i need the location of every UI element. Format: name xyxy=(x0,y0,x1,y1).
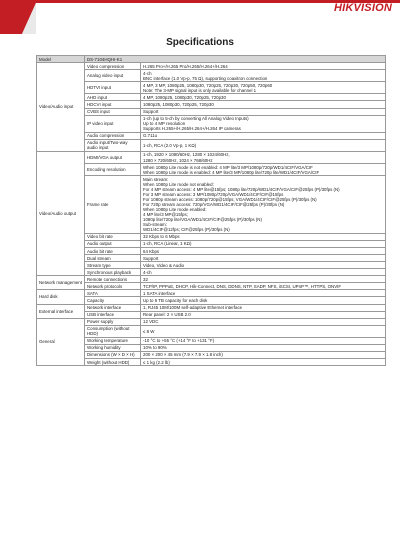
spec-table-body xyxy=(37,56,386,366)
spec-label: Remote connections xyxy=(85,276,141,283)
spec-value-line: 1-ch, RCA (Linear, 1 KΩ) xyxy=(143,241,192,247)
spec-value-line: Sub-stream: xyxy=(143,222,167,228)
spec-row xyxy=(37,63,386,70)
section-category: Video/Audio input xyxy=(37,63,85,152)
spec-value xyxy=(141,176,386,234)
spec-value xyxy=(141,108,386,115)
spec-label: AHD input xyxy=(85,94,141,101)
spec-value-line: When 1080p Lite mode enabled: xyxy=(143,207,207,213)
spec-label: HDTVI input xyxy=(85,82,141,94)
spec-value-line: For 3 MP stream access: 3 MP/1080p/720p/VGA/WD1/4CIF/CIF@15fps xyxy=(143,191,284,197)
spec-value-line: 1280 × 720/60Hz, 1024 × 768/60Hz xyxy=(143,157,213,163)
spec-value-line: TCP/IP, PPPoE, DHCP, Hik-Connect, DNS, DDNS, NTP, SADP, NFS, iSCSI, UPnP™, HTTPS, ONVIF xyxy=(143,283,342,289)
spec-row xyxy=(37,240,386,247)
spec-value-line: 1-ch, RCA (2.0 Vp-p, 1 KΩ) xyxy=(143,142,197,148)
spec-value-line: Supports H.265+/H.265/H.264+/H.264 IP cameras xyxy=(143,126,241,132)
spec-value xyxy=(141,82,386,94)
spec-value-line: Support xyxy=(143,109,159,114)
section-category: Hard disk xyxy=(37,290,85,304)
spec-value-line: 200 × 200 × 45 mm (7.9 × 7.9 × 1.8 inch) xyxy=(143,352,223,358)
spec-row xyxy=(37,311,386,318)
spec-value xyxy=(141,132,386,139)
spec-label: HDMI/VGA output xyxy=(85,151,141,163)
spec-label: Analog video input xyxy=(85,70,141,82)
section-category: External interface xyxy=(37,304,85,318)
spec-label: Stream type xyxy=(85,262,141,269)
spec-row xyxy=(37,70,386,82)
spec-value xyxy=(141,240,386,247)
spec-row xyxy=(37,233,386,240)
spec-value xyxy=(141,94,386,101)
section-category: Network management xyxy=(37,276,85,290)
spec-value-line: 4-ch xyxy=(143,269,152,275)
spec-value xyxy=(141,70,386,82)
spec-value xyxy=(141,311,386,318)
spec-label: Encoding resolution xyxy=(85,164,141,176)
spec-row xyxy=(37,269,386,276)
spec-row xyxy=(37,139,386,151)
spec-value xyxy=(141,344,386,351)
spec-value-line: 1-ch, 1920 × 1080/60Hz, 1280 × 1024/60Hz, xyxy=(143,152,230,158)
spec-label: Audio compression xyxy=(85,132,141,139)
spec-value-line: ≤ 8 W xyxy=(143,328,155,334)
spec-label: Power supply xyxy=(85,318,141,325)
spec-row xyxy=(37,351,386,358)
spec-value xyxy=(141,297,386,304)
spec-label: Synchronous playback xyxy=(85,269,141,276)
spec-row xyxy=(37,290,386,297)
spec-row xyxy=(37,115,386,132)
spec-row xyxy=(37,101,386,108)
spec-row xyxy=(37,248,386,255)
spec-value xyxy=(141,233,386,240)
spec-row xyxy=(37,94,386,101)
spec-row xyxy=(37,276,386,283)
spec-value-line: G.711u xyxy=(143,133,158,139)
spec-value-line: Support xyxy=(143,255,159,261)
model-label: Model xyxy=(37,56,85,63)
spec-row xyxy=(37,82,386,94)
spec-value-line: BNC interface (1.0 Vp-p, 75 Ω), supporting coaxitron connection xyxy=(143,75,268,81)
spec-label: Network protocols xyxy=(85,283,141,290)
section-category: General xyxy=(37,318,85,365)
spec-value xyxy=(141,290,386,297)
spec-value-line: When 1080p Lite mode is not enabled: 4 MP lite/3 MP/1080p/720p/WD1/4CIF/VGA/CIF xyxy=(143,164,313,170)
spec-value xyxy=(141,325,386,337)
spec-value xyxy=(141,318,386,325)
spec-value-line: 4-ch xyxy=(143,70,152,76)
spec-value-line: 64 Kbps xyxy=(143,248,160,254)
spec-label: CVBS input xyxy=(85,108,141,115)
spec-value xyxy=(141,262,386,269)
page-title: Specifications xyxy=(166,37,234,48)
spec-value-line: 1-ch (up to 5-ch by converting All Analog Video Inputs) xyxy=(143,116,249,122)
spec-value-line: 10% to 90% xyxy=(143,345,167,351)
spec-row xyxy=(37,359,386,366)
spec-row xyxy=(37,304,386,311)
spec-row xyxy=(37,176,386,234)
spec-row xyxy=(37,255,386,262)
spec-value xyxy=(141,351,386,358)
spec-label: IP video input xyxy=(85,115,141,132)
spec-row xyxy=(37,297,386,304)
spec-value-line: 1080p lite/720p lite/VGA/WD1/4CIF/CIF@25fps (P)/30fps (N) xyxy=(143,217,262,223)
spec-value-line: For 720p stream access: 720p/VGA/WD1/4CIF/CIF@25fps (P)/30fps (N) xyxy=(143,202,285,207)
spec-value-line: 4 MP, 1080p25, 1080p30, 720p25, 720p30 xyxy=(143,94,226,100)
spec-value-line: When 1080p Lite mode is enabled: 4 MP lite/3 MP/1080p lite/720p lite/WD1/4CIF/VGA/CIF xyxy=(143,169,320,175)
spec-value xyxy=(141,269,386,276)
spec-row xyxy=(37,337,386,344)
spec-value-line: Up to 4 MP resolution xyxy=(143,121,186,127)
spec-label: Audio output xyxy=(85,240,141,247)
spec-value-line: 12 VDC xyxy=(143,319,159,325)
spec-label: Audio input/Two-way audio input xyxy=(85,139,141,151)
spec-label: Video bit rate xyxy=(85,233,141,240)
spec-table xyxy=(36,55,386,366)
spec-value xyxy=(141,139,386,151)
spec-label: USB interface xyxy=(85,311,141,318)
spec-value-line: 1, RJ45 10M/100M self-adaptive Ethernet interface xyxy=(143,305,243,310)
spec-value-line: 32 xyxy=(143,276,148,282)
spec-value xyxy=(141,63,386,70)
spec-value xyxy=(141,283,386,290)
spec-label: Dual stream xyxy=(85,255,141,262)
spec-label: Network interface xyxy=(85,304,141,311)
spec-value-line: Video, Video & Audio xyxy=(143,262,185,268)
spec-value-line: 4 MP, 3 MP, 1080p25, 1080p30, 720p25, 720p30, 720p50, 720p60 xyxy=(143,82,273,88)
spec-label: Capacity xyxy=(85,297,141,304)
spec-value-line: 32 Kbps to 6 Mbps xyxy=(143,234,180,240)
spec-value-line: 1 SATA interface xyxy=(143,290,176,296)
spec-value xyxy=(141,255,386,262)
spec-row xyxy=(37,344,386,351)
spec-label: Working temperature xyxy=(85,337,141,344)
model-value: DS-7104HQHI-K1 xyxy=(85,56,386,63)
spec-label: Frame rate xyxy=(85,176,141,234)
spec-row xyxy=(37,151,386,163)
spec-value-line: ≤ 1 kg (2.2 lb) xyxy=(143,359,170,365)
spec-label: Video compression xyxy=(85,63,141,70)
spec-value-line: 4 MP lite/3 MP@15fps; xyxy=(143,212,188,218)
spec-row xyxy=(37,262,386,269)
spec-value xyxy=(141,248,386,255)
spec-value xyxy=(141,304,386,311)
spec-value-line: 1080p25, 1080p30, 720p25, 720p30 xyxy=(143,101,214,107)
spec-label: Working humidity xyxy=(85,344,141,351)
spec-row xyxy=(37,164,386,176)
spec-row xyxy=(37,132,386,139)
spec-value-line: Rear panel: 2 × USB 2.0 xyxy=(143,312,191,318)
spec-label: HDCVI input xyxy=(85,101,141,108)
section-category: Video/Audio output xyxy=(37,151,85,275)
spec-value xyxy=(141,101,386,108)
spec-value-line: -10 °C to +55 °C (+14 °F to +131 °F) xyxy=(143,338,215,344)
spec-value xyxy=(141,337,386,344)
spec-row xyxy=(37,283,386,290)
spec-row xyxy=(37,318,386,325)
spec-value-line: For 4 MP stream access: 4 MP lite@15fps; 1080p lite/720p/WD1/4CIF/VGA/CIF@25fps (P)/30fps (N) xyxy=(143,186,340,192)
spec-label: Dimensions (W × D × H) xyxy=(85,351,141,358)
spec-value-line: WD1/4CIF@12fps; CIF@25fps (P)/30fps (N) xyxy=(143,227,230,233)
model-row xyxy=(37,56,386,63)
spec-label: SATA xyxy=(85,290,141,297)
spec-value xyxy=(141,276,386,283)
spec-label: Consumption (without HDD) xyxy=(85,325,141,337)
spec-row xyxy=(37,325,386,337)
spec-value-line: When 1080p Lite mode not enabled: xyxy=(143,181,214,187)
spec-value-line: Note: The 3-MP signal input is only available for channel 1 xyxy=(143,87,257,93)
spec-value-line: Main stream: xyxy=(143,176,169,182)
spec-value-line: Up to 6 TB capacity for each disk xyxy=(143,297,208,303)
spec-value xyxy=(141,164,386,176)
hikvision-logo: HIKVISION xyxy=(333,2,392,14)
spec-label: Audio bit rate xyxy=(85,248,141,255)
spec-label: Weight (without HDD) xyxy=(85,359,141,366)
spec-value-line: H.265 Pro+/H.265 Pro/H.265/H.264+/H.264 xyxy=(143,63,228,69)
spec-value-line: For 1080p stream access: 1080p/720p@15fps; VGA/WD1/4CIF/CIF@25fps (P)/30fps (N) xyxy=(143,196,317,202)
spec-value xyxy=(141,115,386,132)
spec-row xyxy=(37,108,386,115)
spec-value xyxy=(141,151,386,163)
spec-value xyxy=(141,359,386,366)
